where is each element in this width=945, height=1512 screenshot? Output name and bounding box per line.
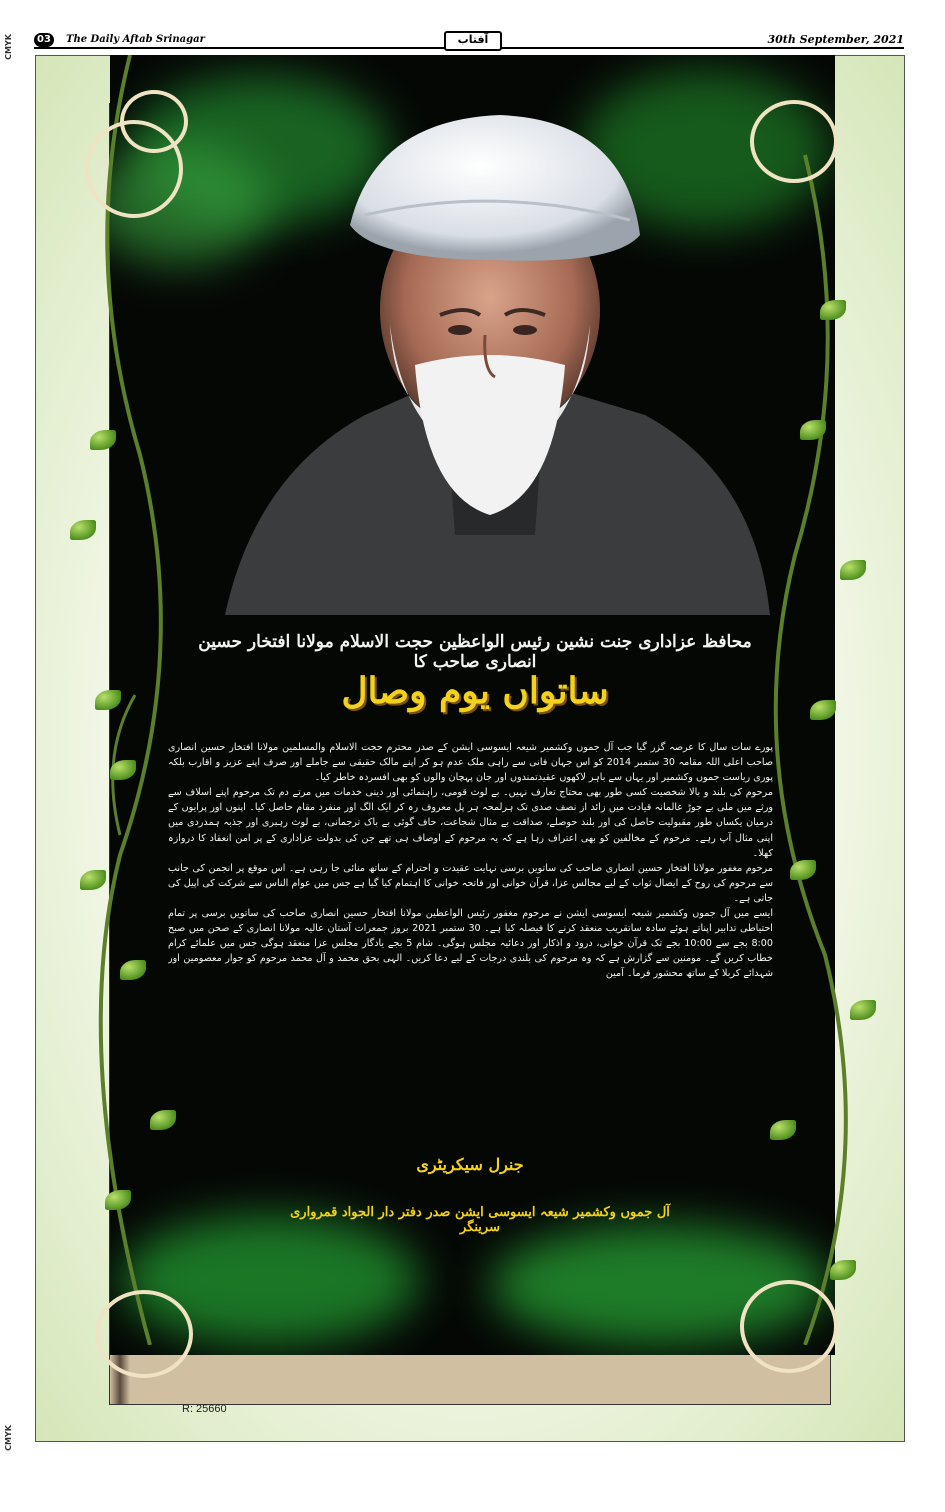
ornamental-scroll bbox=[95, 1290, 193, 1378]
ornamental-scroll bbox=[750, 100, 838, 183]
portrait-photo bbox=[215, 115, 775, 615]
subtitle: محافظ عزاداری جنت نشین رئیس الواعظین حجت الاسلام مولانا افتخار حسین انصاری صاحب کا bbox=[198, 632, 752, 672]
page-header bbox=[34, 33, 904, 49]
ornamental-scroll bbox=[120, 90, 188, 153]
release-number: R: 25660 bbox=[182, 1403, 227, 1415]
print-registration-mark: CMYK bbox=[4, 34, 13, 60]
body-text bbox=[168, 740, 773, 1160]
body-paragraph: پورے سات سال کا عرصہ گزر گیا جب آل جموں وکشمیر شیعہ ایسوسی ایشن کے صدر محترم حجت الاسلام والمسلمین مولانا افتخار حسین انصاری صاحب اعلی اللہ مقامہ 30 ستمبر 2014 کو اس جہان فانی سے راہی ملک عدم ہو کر اپنے مالک حقیقی سے جاملے اور صرف اپنے عزیز و اقارب بلکہ پوری ریاست جموں وکشمیر اور یہاں سے باہر لاکھوں عقیدتمندوں اور جان پہچان والوں کو بھی افسردہ خاطر کیا۔ bbox=[168, 742, 773, 784]
paper-name: The Daily Aftab Srinagar bbox=[66, 34, 205, 45]
signature-organization: آل جموں وکشمیر شیعہ ایسوسی ایشن صدر دفتر دار الجواد قمرواری سرینگر bbox=[290, 1205, 670, 1235]
issue-date: 30th September, 2021 bbox=[767, 33, 904, 46]
body-paragraph: مرحوم کی بلند و بالا شخصیت کسی طور بھی محتاج تعارف نہیں۔ بے لوث قومی، راہنمائی اور دینی خدمات میں مرتے دم تک مرحوم اپنے اسلاف سے ورثے میں ملی بے جوڑ عالمانہ قیادت میں زائد از نصف صدی تک ہرلمحہ ہر پل معروف رہ کر ایک الگ اور منفرد مقام حاصل کیا۔ اپنوں اور پرایوں کے درمیان یکساں طور مقبولیت حاصل کی اور بلند حوصلے، صداقت بے مثال شجاعت، حاف گوئی بے باک ترجمانی، بے لوث رہبری اور جذبہ ہمدردی میں اپنی مثال آپ رہے۔ مرحوم کے مخالفین کو بھی اعتراف رہا ہے کہ یہ مرحوم کے اوصاف ہی تھے جن کی بدولت عزاداری کے پر امن انعقاد کا دروازہ کھلا۔ bbox=[168, 787, 773, 859]
page-number: 03 bbox=[34, 33, 54, 47]
print-registration-mark: CMYK bbox=[4, 1425, 13, 1451]
masthead-logo: آفتاب bbox=[444, 31, 502, 51]
ornamental-scroll bbox=[740, 1280, 838, 1373]
body-paragraph: مرحوم مغفور مولانا افتخار حسین انصاری صاحب کی ساتویں برسی نہایت عقیدت و احترام کے ساتھ منائی جا رہی ہے۔ اس موقع پر انجمن کی جانب سے مرحوم کی روح کے ایصال ثواب کے لیے مجالس عزا، قرآن خوانی اور فاتحہ خوانی کا اہتمام کیا گیا ہے جس میں عوام الناس سے شرکت کی اپیل کی جاتی ہے۔ bbox=[168, 862, 773, 904]
body-paragraph: ایسے میں آل جموں وکشمیر شیعہ ایسوسی ایشن نے مرحوم مغفور رئیس الواعظین مولانا افتخار حسین انصاری صاحب کی ساتویں برسی پر تمام احتیاطی تدابیر اپناتے ہوئے سادہ ساتقریب منعقد کرنے کا فیصلہ کیا ہے۔ 30 ستمبر 2021 بروز جمعرات آستان عالیہ مولانا انصاری کے صحن میں صبح 8:00 بجے سے 10:00 بجے تک قرآن خوانی، درود و اذکار اور دعائیہ مجلس ہوگی۔ شام 5 بجے یادگار مجلس عزا منعقد ہوگی جس میں علمائے کرام خطاب کریں گے۔ مومنین سے گزارش ہے کہ وہ مرحوم کی بلندی درجات کے لیے دعا کریں۔ الہی بحق محمد و آل محمد مرحوم کو جوار معصومین اور شہدائے کربلا کے ساتھ محشور فرما۔ آمین bbox=[168, 908, 773, 980]
headline: ساتواں یوم وصال bbox=[341, 670, 609, 712]
signature-title: جنرل سیکریٹری bbox=[416, 1155, 524, 1174]
